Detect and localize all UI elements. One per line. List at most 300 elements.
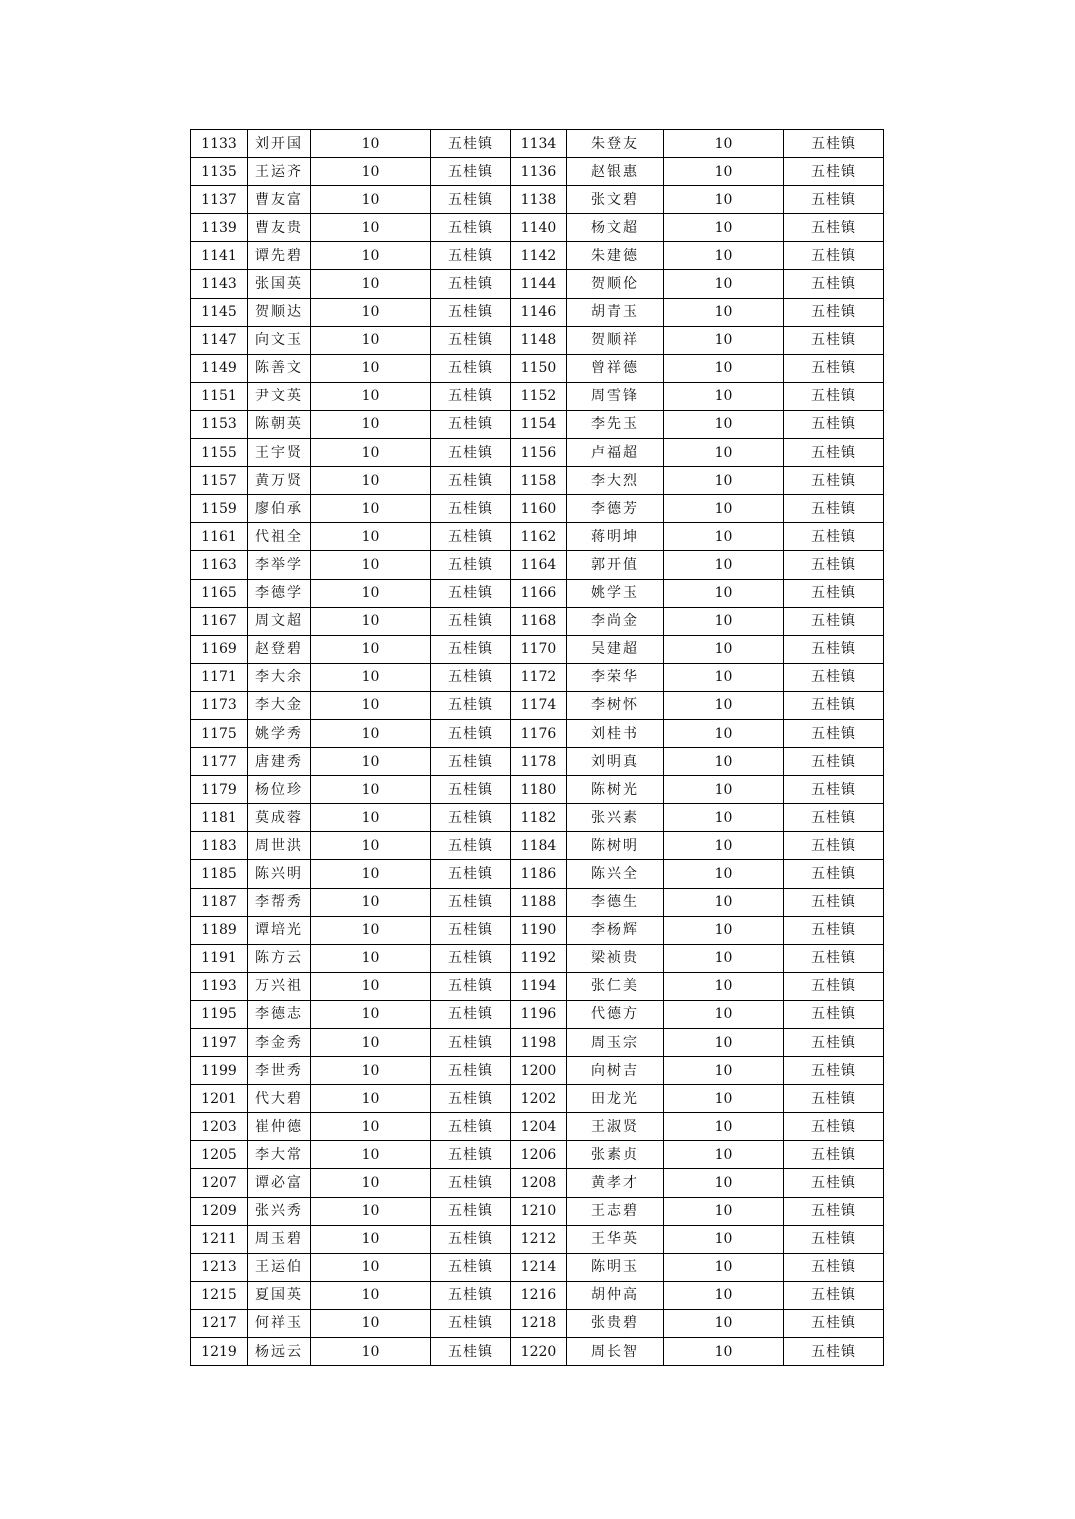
right-person-name: 李德芳 [567, 495, 664, 523]
right-record-number: 1150 [511, 354, 567, 382]
left-person-name: 李世秀 [248, 1057, 311, 1085]
right-amount-value: 10 [664, 719, 784, 747]
right-record-number: 1174 [511, 691, 567, 719]
left-person-name: 周玉碧 [248, 1225, 311, 1253]
right-town-name: 五桂镇 [784, 1057, 884, 1085]
left-amount-value: 10 [311, 1057, 431, 1085]
table-row [191, 1225, 884, 1253]
right-town-name: 五桂镇 [784, 579, 884, 607]
right-person-name: 朱登友 [567, 130, 664, 158]
left-amount-value: 10 [311, 439, 431, 467]
left-person-name: 陈善文 [248, 354, 311, 382]
left-town-name: 五桂镇 [431, 1141, 511, 1169]
left-person-name: 杨远云 [248, 1338, 311, 1366]
table-row [191, 1085, 884, 1113]
right-record-number: 1156 [511, 439, 567, 467]
left-record-number: 1203 [191, 1113, 248, 1141]
table-row [191, 719, 884, 747]
left-record-number: 1219 [191, 1338, 248, 1366]
right-amount-value: 10 [664, 635, 784, 663]
right-record-number: 1186 [511, 860, 567, 888]
left-amount-value: 10 [311, 523, 431, 551]
right-person-name: 杨文超 [567, 214, 664, 242]
right-record-number: 1136 [511, 158, 567, 186]
left-record-number: 1137 [191, 186, 248, 214]
right-person-name: 李荣华 [567, 663, 664, 691]
right-record-number: 1142 [511, 242, 567, 270]
right-amount-value: 10 [664, 888, 784, 916]
left-town-name: 五桂镇 [431, 691, 511, 719]
right-amount-value: 10 [664, 158, 784, 186]
left-person-name: 李大常 [248, 1141, 311, 1169]
left-person-name: 李金秀 [248, 1029, 311, 1057]
right-person-name: 李先玉 [567, 410, 664, 438]
right-town-name: 五桂镇 [784, 214, 884, 242]
table-row [191, 158, 884, 186]
left-town-name: 五桂镇 [431, 860, 511, 888]
left-record-number: 1201 [191, 1085, 248, 1113]
left-town-name: 五桂镇 [431, 158, 511, 186]
table-row [191, 186, 884, 214]
left-amount-value: 10 [311, 1225, 431, 1253]
left-amount-value: 10 [311, 467, 431, 495]
left-person-name: 杨位珍 [248, 776, 311, 804]
left-record-number: 1211 [191, 1225, 248, 1253]
left-amount-value: 10 [311, 1197, 431, 1225]
table-row [191, 1029, 884, 1057]
right-amount-value: 10 [664, 1197, 784, 1225]
left-town-name: 五桂镇 [431, 467, 511, 495]
roster-table [190, 129, 884, 1366]
left-record-number: 1187 [191, 888, 248, 916]
right-record-number: 1188 [511, 888, 567, 916]
left-person-name: 周文超 [248, 607, 311, 635]
left-person-name: 尹文英 [248, 382, 311, 410]
left-amount-value: 10 [311, 607, 431, 635]
right-record-number: 1214 [511, 1253, 567, 1281]
left-record-number: 1191 [191, 944, 248, 972]
left-amount-value: 10 [311, 944, 431, 972]
right-person-name: 陈树明 [567, 832, 664, 860]
right-person-name: 周玉宗 [567, 1029, 664, 1057]
left-record-number: 1199 [191, 1057, 248, 1085]
table-row [191, 242, 884, 270]
left-town-name: 五桂镇 [431, 1029, 511, 1057]
table-row [191, 382, 884, 410]
right-town-name: 五桂镇 [784, 972, 884, 1000]
right-person-name: 张兴素 [567, 804, 664, 832]
left-record-number: 1171 [191, 663, 248, 691]
left-record-number: 1193 [191, 972, 248, 1000]
left-record-number: 1195 [191, 1000, 248, 1028]
right-record-number: 1148 [511, 326, 567, 354]
right-person-name: 向树吉 [567, 1057, 664, 1085]
left-town-name: 五桂镇 [431, 214, 511, 242]
left-town-name: 五桂镇 [431, 1085, 511, 1113]
right-person-name: 李树怀 [567, 691, 664, 719]
right-person-name: 李大烈 [567, 467, 664, 495]
right-amount-value: 10 [664, 1169, 784, 1197]
table-row [191, 972, 884, 1000]
table-row [191, 298, 884, 326]
table-row [191, 832, 884, 860]
left-person-name: 陈方云 [248, 944, 311, 972]
right-person-name: 贺顺祥 [567, 326, 664, 354]
left-record-number: 1141 [191, 242, 248, 270]
right-amount-value: 10 [664, 495, 784, 523]
left-record-number: 1163 [191, 551, 248, 579]
left-person-name: 李德学 [248, 579, 311, 607]
right-record-number: 1164 [511, 551, 567, 579]
right-record-number: 1218 [511, 1309, 567, 1337]
left-record-number: 1147 [191, 326, 248, 354]
left-amount-value: 10 [311, 1281, 431, 1309]
left-person-name: 陈兴明 [248, 860, 311, 888]
right-person-name: 胡青玉 [567, 298, 664, 326]
right-amount-value: 10 [664, 354, 784, 382]
left-town-name: 五桂镇 [431, 439, 511, 467]
left-amount-value: 10 [311, 242, 431, 270]
right-town-name: 五桂镇 [784, 1169, 884, 1197]
right-amount-value: 10 [664, 1141, 784, 1169]
right-record-number: 1152 [511, 382, 567, 410]
left-person-name: 曹友贵 [248, 214, 311, 242]
left-amount-value: 10 [311, 776, 431, 804]
right-town-name: 五桂镇 [784, 186, 884, 214]
right-town-name: 五桂镇 [784, 607, 884, 635]
left-town-name: 五桂镇 [431, 1197, 511, 1225]
right-town-name: 五桂镇 [784, 635, 884, 663]
table-row [191, 1057, 884, 1085]
right-person-name: 代德方 [567, 1000, 664, 1028]
right-town-name: 五桂镇 [784, 410, 884, 438]
left-town-name: 五桂镇 [431, 1113, 511, 1141]
left-amount-value: 10 [311, 888, 431, 916]
right-person-name: 陈树光 [567, 776, 664, 804]
right-amount-value: 10 [664, 1113, 784, 1141]
right-record-number: 1176 [511, 719, 567, 747]
left-town-name: 五桂镇 [431, 1000, 511, 1028]
right-person-name: 曾祥德 [567, 354, 664, 382]
right-town-name: 五桂镇 [784, 1225, 884, 1253]
left-record-number: 1157 [191, 467, 248, 495]
table-row [191, 326, 884, 354]
right-town-name: 五桂镇 [784, 916, 884, 944]
left-record-number: 1159 [191, 495, 248, 523]
right-record-number: 1154 [511, 410, 567, 438]
right-amount-value: 10 [664, 1338, 784, 1366]
right-amount-value: 10 [664, 270, 784, 298]
right-amount-value: 10 [664, 214, 784, 242]
right-record-number: 1212 [511, 1225, 567, 1253]
left-record-number: 1145 [191, 298, 248, 326]
right-town-name: 五桂镇 [784, 748, 884, 776]
right-town-name: 五桂镇 [784, 832, 884, 860]
left-person-name: 崔仲德 [248, 1113, 311, 1141]
left-person-name: 曹友富 [248, 186, 311, 214]
right-amount-value: 10 [664, 551, 784, 579]
left-town-name: 五桂镇 [431, 635, 511, 663]
left-town-name: 五桂镇 [431, 270, 511, 298]
right-person-name: 田龙光 [567, 1085, 664, 1113]
right-town-name: 五桂镇 [784, 495, 884, 523]
right-record-number: 1178 [511, 748, 567, 776]
left-record-number: 1215 [191, 1281, 248, 1309]
left-record-number: 1133 [191, 130, 248, 158]
left-amount-value: 10 [311, 635, 431, 663]
left-town-name: 五桂镇 [431, 1057, 511, 1085]
table-row [191, 410, 884, 438]
right-person-name: 张素贞 [567, 1141, 664, 1169]
left-town-name: 五桂镇 [431, 663, 511, 691]
left-amount-value: 10 [311, 1169, 431, 1197]
right-town-name: 五桂镇 [784, 158, 884, 186]
left-amount-value: 10 [311, 916, 431, 944]
left-record-number: 1143 [191, 270, 248, 298]
table-row [191, 860, 884, 888]
left-town-name: 五桂镇 [431, 1253, 511, 1281]
left-amount-value: 10 [311, 214, 431, 242]
left-town-name: 五桂镇 [431, 888, 511, 916]
left-amount-value: 10 [311, 270, 431, 298]
left-record-number: 1175 [191, 719, 248, 747]
left-amount-value: 10 [311, 1309, 431, 1337]
table-row [191, 1000, 884, 1028]
table-row [191, 130, 884, 158]
right-person-name: 刘明真 [567, 748, 664, 776]
left-record-number: 1183 [191, 832, 248, 860]
right-person-name: 卢福超 [567, 439, 664, 467]
left-town-name: 五桂镇 [431, 1338, 511, 1366]
right-person-name: 李尚金 [567, 607, 664, 635]
right-amount-value: 10 [664, 972, 784, 1000]
left-person-name: 谭先碧 [248, 242, 311, 270]
right-town-name: 五桂镇 [784, 663, 884, 691]
left-person-name: 何祥玉 [248, 1309, 311, 1337]
left-town-name: 五桂镇 [431, 804, 511, 832]
table-row [191, 691, 884, 719]
right-record-number: 1172 [511, 663, 567, 691]
right-town-name: 五桂镇 [784, 242, 884, 270]
right-amount-value: 10 [664, 663, 784, 691]
left-amount-value: 10 [311, 719, 431, 747]
left-town-name: 五桂镇 [431, 832, 511, 860]
right-amount-value: 10 [664, 1057, 784, 1085]
left-record-number: 1217 [191, 1309, 248, 1337]
right-town-name: 五桂镇 [784, 719, 884, 747]
right-amount-value: 10 [664, 1309, 784, 1337]
right-person-name: 李杨辉 [567, 916, 664, 944]
right-record-number: 1158 [511, 467, 567, 495]
right-person-name: 黄孝才 [567, 1169, 664, 1197]
left-record-number: 1149 [191, 354, 248, 382]
right-town-name: 五桂镇 [784, 1085, 884, 1113]
left-record-number: 1197 [191, 1029, 248, 1057]
right-person-name: 吴建超 [567, 635, 664, 663]
left-record-number: 1173 [191, 691, 248, 719]
right-record-number: 1170 [511, 635, 567, 663]
left-record-number: 1135 [191, 158, 248, 186]
left-amount-value: 10 [311, 860, 431, 888]
left-town-name: 五桂镇 [431, 130, 511, 158]
right-amount-value: 10 [664, 691, 784, 719]
left-record-number: 1181 [191, 804, 248, 832]
table-row [191, 523, 884, 551]
right-town-name: 五桂镇 [784, 776, 884, 804]
table-row [191, 1113, 884, 1141]
right-record-number: 1194 [511, 972, 567, 1000]
left-town-name: 五桂镇 [431, 1281, 511, 1309]
right-amount-value: 10 [664, 776, 784, 804]
left-town-name: 五桂镇 [431, 972, 511, 1000]
right-record-number: 1160 [511, 495, 567, 523]
right-town-name: 五桂镇 [784, 1000, 884, 1028]
right-town-name: 五桂镇 [784, 270, 884, 298]
left-person-name: 王运齐 [248, 158, 311, 186]
left-person-name: 唐建秀 [248, 748, 311, 776]
left-amount-value: 10 [311, 1141, 431, 1169]
right-record-number: 1146 [511, 298, 567, 326]
right-record-number: 1184 [511, 832, 567, 860]
right-amount-value: 10 [664, 748, 784, 776]
right-person-name: 胡仲高 [567, 1281, 664, 1309]
left-amount-value: 10 [311, 298, 431, 326]
right-amount-value: 10 [664, 607, 784, 635]
right-amount-value: 10 [664, 1000, 784, 1028]
left-amount-value: 10 [311, 663, 431, 691]
left-person-name: 李德志 [248, 1000, 311, 1028]
right-record-number: 1196 [511, 1000, 567, 1028]
right-town-name: 五桂镇 [784, 691, 884, 719]
right-town-name: 五桂镇 [784, 1197, 884, 1225]
right-amount-value: 10 [664, 467, 784, 495]
right-person-name: 王志碧 [567, 1197, 664, 1225]
table-row [191, 804, 884, 832]
left-person-name: 代大碧 [248, 1085, 311, 1113]
left-amount-value: 10 [311, 410, 431, 438]
left-amount-value: 10 [311, 158, 431, 186]
left-town-name: 五桂镇 [431, 776, 511, 804]
right-amount-value: 10 [664, 382, 784, 410]
right-town-name: 五桂镇 [784, 804, 884, 832]
left-amount-value: 10 [311, 579, 431, 607]
table-row [191, 495, 884, 523]
table-row [191, 1281, 884, 1309]
right-amount-value: 10 [664, 439, 784, 467]
right-town-name: 五桂镇 [784, 1281, 884, 1309]
left-amount-value: 10 [311, 326, 431, 354]
table-row [191, 1141, 884, 1169]
left-person-name: 廖伯承 [248, 495, 311, 523]
right-person-name: 陈兴全 [567, 860, 664, 888]
left-town-name: 五桂镇 [431, 551, 511, 579]
left-person-name: 夏国英 [248, 1281, 311, 1309]
right-amount-value: 10 [664, 1225, 784, 1253]
left-person-name: 李举学 [248, 551, 311, 579]
left-amount-value: 10 [311, 972, 431, 1000]
right-person-name: 张贵碧 [567, 1309, 664, 1337]
right-town-name: 五桂镇 [784, 382, 884, 410]
right-record-number: 1162 [511, 523, 567, 551]
left-person-name: 李大金 [248, 691, 311, 719]
left-person-name: 王宇贤 [248, 439, 311, 467]
table-row [191, 776, 884, 804]
left-amount-value: 10 [311, 130, 431, 158]
left-amount-value: 10 [311, 691, 431, 719]
left-town-name: 五桂镇 [431, 410, 511, 438]
right-person-name: 郭开值 [567, 551, 664, 579]
right-amount-value: 10 [664, 944, 784, 972]
right-town-name: 五桂镇 [784, 326, 884, 354]
left-person-name: 贺顺达 [248, 298, 311, 326]
right-record-number: 1202 [511, 1085, 567, 1113]
right-amount-value: 10 [664, 242, 784, 270]
left-amount-value: 10 [311, 1113, 431, 1141]
right-town-name: 五桂镇 [784, 1141, 884, 1169]
left-record-number: 1185 [191, 860, 248, 888]
left-record-number: 1153 [191, 410, 248, 438]
right-town-name: 五桂镇 [784, 1309, 884, 1337]
right-record-number: 1198 [511, 1029, 567, 1057]
left-amount-value: 10 [311, 832, 431, 860]
right-record-number: 1204 [511, 1113, 567, 1141]
left-amount-value: 10 [311, 748, 431, 776]
right-amount-value: 10 [664, 523, 784, 551]
right-town-name: 五桂镇 [784, 130, 884, 158]
left-record-number: 1155 [191, 439, 248, 467]
left-record-number: 1189 [191, 916, 248, 944]
table-row [191, 1338, 884, 1366]
right-town-name: 五桂镇 [784, 523, 884, 551]
table-row [191, 354, 884, 382]
right-person-name: 李德生 [567, 888, 664, 916]
left-town-name: 五桂镇 [431, 1225, 511, 1253]
right-record-number: 1208 [511, 1169, 567, 1197]
left-amount-value: 10 [311, 495, 431, 523]
right-town-name: 五桂镇 [784, 1338, 884, 1366]
right-record-number: 1220 [511, 1338, 567, 1366]
left-person-name: 张国英 [248, 270, 311, 298]
left-amount-value: 10 [311, 186, 431, 214]
right-amount-value: 10 [664, 832, 784, 860]
right-record-number: 1144 [511, 270, 567, 298]
left-person-name: 赵登碧 [248, 635, 311, 663]
right-town-name: 五桂镇 [784, 298, 884, 326]
right-amount-value: 10 [664, 1281, 784, 1309]
left-person-name: 李大余 [248, 663, 311, 691]
table-row [191, 1309, 884, 1337]
left-person-name: 莫成蓉 [248, 804, 311, 832]
table-row [191, 467, 884, 495]
right-town-name: 五桂镇 [784, 439, 884, 467]
right-town-name: 五桂镇 [784, 354, 884, 382]
left-record-number: 1207 [191, 1169, 248, 1197]
left-person-name: 刘开国 [248, 130, 311, 158]
table-row [191, 270, 884, 298]
right-person-name: 王华英 [567, 1225, 664, 1253]
right-record-number: 1182 [511, 804, 567, 832]
left-record-number: 1151 [191, 382, 248, 410]
right-record-number: 1180 [511, 776, 567, 804]
table-row [191, 663, 884, 691]
left-person-name: 陈朝英 [248, 410, 311, 438]
left-person-name: 代祖全 [248, 523, 311, 551]
left-town-name: 五桂镇 [431, 382, 511, 410]
left-town-name: 五桂镇 [431, 916, 511, 944]
right-record-number: 1134 [511, 130, 567, 158]
left-town-name: 五桂镇 [431, 298, 511, 326]
right-person-name: 贺顺伦 [567, 270, 664, 298]
